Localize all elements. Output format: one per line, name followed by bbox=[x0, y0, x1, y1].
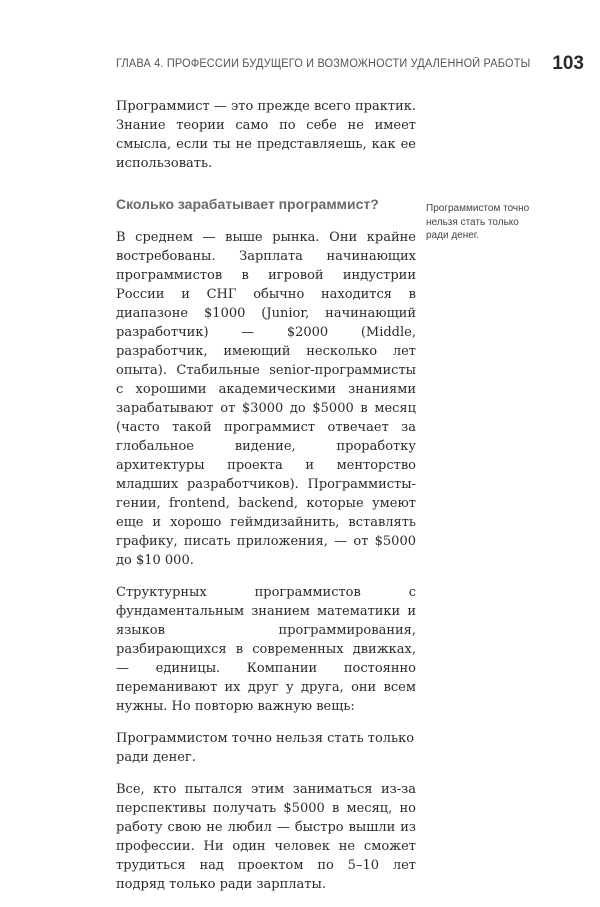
intro-paragraph: Программист — это прежде всего практик. Знание теории само по себе не имеет смысла, если ты не представляешь, как ее использовать. bbox=[116, 99, 416, 171]
chapter-title: ГЛАВА 4. ПРОФЕССИИ БУДУЩЕГО И ВОЗМОЖНОСТИ УДАЛЕННОЙ РАБОТЫ bbox=[116, 58, 531, 70]
main-text-column bbox=[116, 97, 416, 907]
running-header bbox=[116, 52, 584, 76]
money-paragraph: Программистом точно нельзя стать только ради денег. bbox=[116, 731, 415, 765]
final-paragraph: Все, кто пытался этим заниматься из-за перспективы получать $5000 в месяц, но работу свою не любил — быстро вышли из профессии. Ни один человек не сможет трудиться над проектом по 5–10 лет подряд только ради зарплаты. bbox=[116, 782, 416, 892]
margin-note: Программистом точно нельзя стать только ради денег. bbox=[426, 203, 530, 241]
salary-paragraph: В среднем — выше рынка. Они крайне востребованы. Зарплата начинающих программистов в игровой индустрии России и СНГ обычно находится в диапазоне $1000 (Junior, начинающий разработчик) — $2000 (Middle, разработчик, имеющий несколько лет опыта). Стабильные senior-программисты с хорошими академическими знаниями зарабатывают от $3000 до $5000 в месяц (часто такой программист отвечает за глобальное видение, проработку архитектуры проекта и менторство младших разработчиков). Программисты-гении, frontend, backend, которые умеют еще и хорошо геймдизайнить, вставлять графику, писать приложения, — от $5000 до $10 000. bbox=[116, 230, 416, 568]
structural-programmers-paragraph: Структурных программистов с фундаментальным знанием математики и языков программирования, разбирающихся в современных движках, — единицы. Компании постоянно переманивают их друг у друга, они всем нужны. Но повторю важную вещь: bbox=[116, 585, 416, 714]
section-heading: Сколько зарабатывает программист? bbox=[116, 196, 379, 212]
page-number: 103 bbox=[552, 53, 584, 74]
